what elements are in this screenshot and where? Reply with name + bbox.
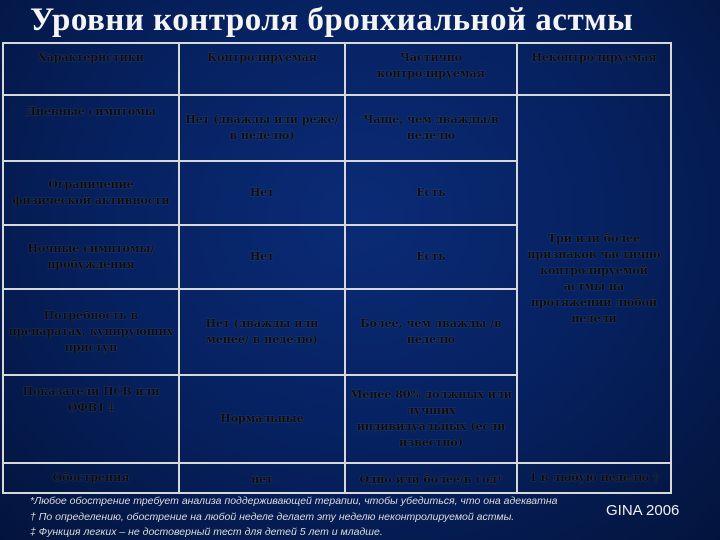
feature-cell: Дневные симптомы	[3, 95, 179, 161]
feature-cell: Показатели ПСВ или ОФВ1 ‡	[3, 375, 179, 463]
uncontrolled-cell: 1 в любую неделю †	[517, 463, 671, 493]
controlled-cell: Нет (дважды или реже/ в неделю)	[179, 95, 345, 161]
partial-cell: Чаще, чем дважды/в неделю	[345, 95, 517, 161]
partial-cell: Более, чем дважды /в неделю	[345, 289, 517, 375]
partial-cell: Одно или более/в год*	[345, 463, 517, 493]
feature-cell: Потребность в препаратах, купирующих приступ	[3, 289, 179, 375]
controlled-cell: Нет	[179, 161, 345, 225]
asthma-control-table	[2, 42, 672, 494]
source-label: GINA 2006	[606, 502, 680, 519]
footnote: *Любое обострение требует анализа поддерживающей терапии, чтобы убедиться, что она адекватна	[30, 495, 558, 507]
feature-cell: Ограничение физической активности	[3, 161, 179, 225]
header-row	[3, 43, 671, 95]
uncontrolled-merged-cell: Три или более признаков частично контролируемой астмы на протяжении любой недели	[517, 95, 671, 463]
feature-cell: Ночные симптомы/ пробуждения	[3, 225, 179, 289]
controlled-cell: нет	[179, 463, 345, 493]
footnote: ‡ Функция легких – не достоверный тест для детей 5 лет и младше.	[30, 526, 383, 538]
header-cell: Неконтролируемая	[517, 43, 671, 95]
header-cell: Контролируемая	[179, 43, 345, 95]
controlled-cell: Нормальные	[179, 375, 345, 463]
table-row	[3, 95, 671, 161]
header-cell: Характеристики	[3, 43, 179, 95]
partial-cell: Менее 80% должных или лучших индивидуальных (если известно)	[345, 375, 517, 463]
page-title: Уровни контроля бронхиальной астмы	[30, 2, 634, 38]
feature-cell: Обострения	[3, 463, 179, 493]
controlled-cell: Нет	[179, 225, 345, 289]
footnote: † По определению, обострение на любой неделе делает эту неделю неконтролируемой астмы.	[30, 511, 515, 523]
header-cell: Частично контролируемая	[345, 43, 517, 95]
partial-cell: Есть	[345, 161, 517, 225]
controlled-cell: Нет (дважды или менее/ в неделю)	[179, 289, 345, 375]
partial-cell: Есть	[345, 225, 517, 289]
table-row	[3, 463, 671, 493]
